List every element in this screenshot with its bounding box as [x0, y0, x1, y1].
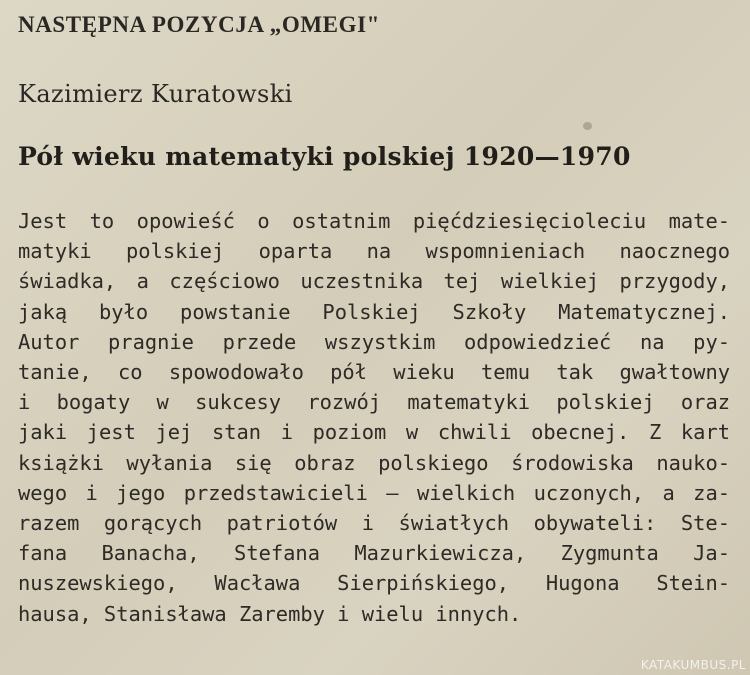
description-line: tanie, co spowodowało pół wieku temu tak gwałtowny [18, 360, 730, 385]
description-line: wego i jego przedstawicieli — wielkich uczonych, a za- [18, 480, 730, 505]
description-line: i bogaty w sukcesy rozwój matematyki polskiej oraz [18, 390, 730, 415]
description-line: jaki jest jej stan i poziom w chwili obecnej. Z kart [18, 420, 730, 445]
book-author: Kazimierz Kuratowski [18, 80, 293, 108]
section-heading: NASTĘPNA POZYCJA „OMEGI" [18, 12, 380, 37]
description-line: hausa, Stanisława Zaremby i wielu innych. [18, 601, 522, 626]
description-line: matyki polskiej oparta na wspomnieniach naocznego [18, 239, 730, 264]
description-line: Autor pragnie przede wszystkim odpowiedzieć na py- [18, 329, 730, 354]
description-line: jaką było powstanie Polskiej Szkoły Matematycznej. [18, 299, 730, 324]
site-watermark: KATAKUMBUS.PL [640, 658, 746, 672]
description-line: razem gorących patriotów i światłych obywateli: Ste- [18, 511, 730, 536]
ink-speck [583, 122, 592, 130]
description-line: fana Banacha, Stefana Mazurkiewicza, Zygmunta Ja- [18, 541, 730, 566]
description-line: książki wyłania się obraz polskiego środowiska nauko- [18, 450, 730, 475]
description-line: Jest to opowieść o ostatnim pięćdziesięcioleciu mate- [18, 209, 730, 233]
description-line: świadka, a częściowo uczestnika tej wielkiej przygody, [18, 269, 730, 294]
description-line: nuszewskiego, Wacława Sierpińskiego, Hugona Stein- [18, 571, 730, 596]
book-description [18, 206, 730, 629]
book-title: Pół wieku matematyki polskiej 1920—1970 [18, 142, 631, 171]
